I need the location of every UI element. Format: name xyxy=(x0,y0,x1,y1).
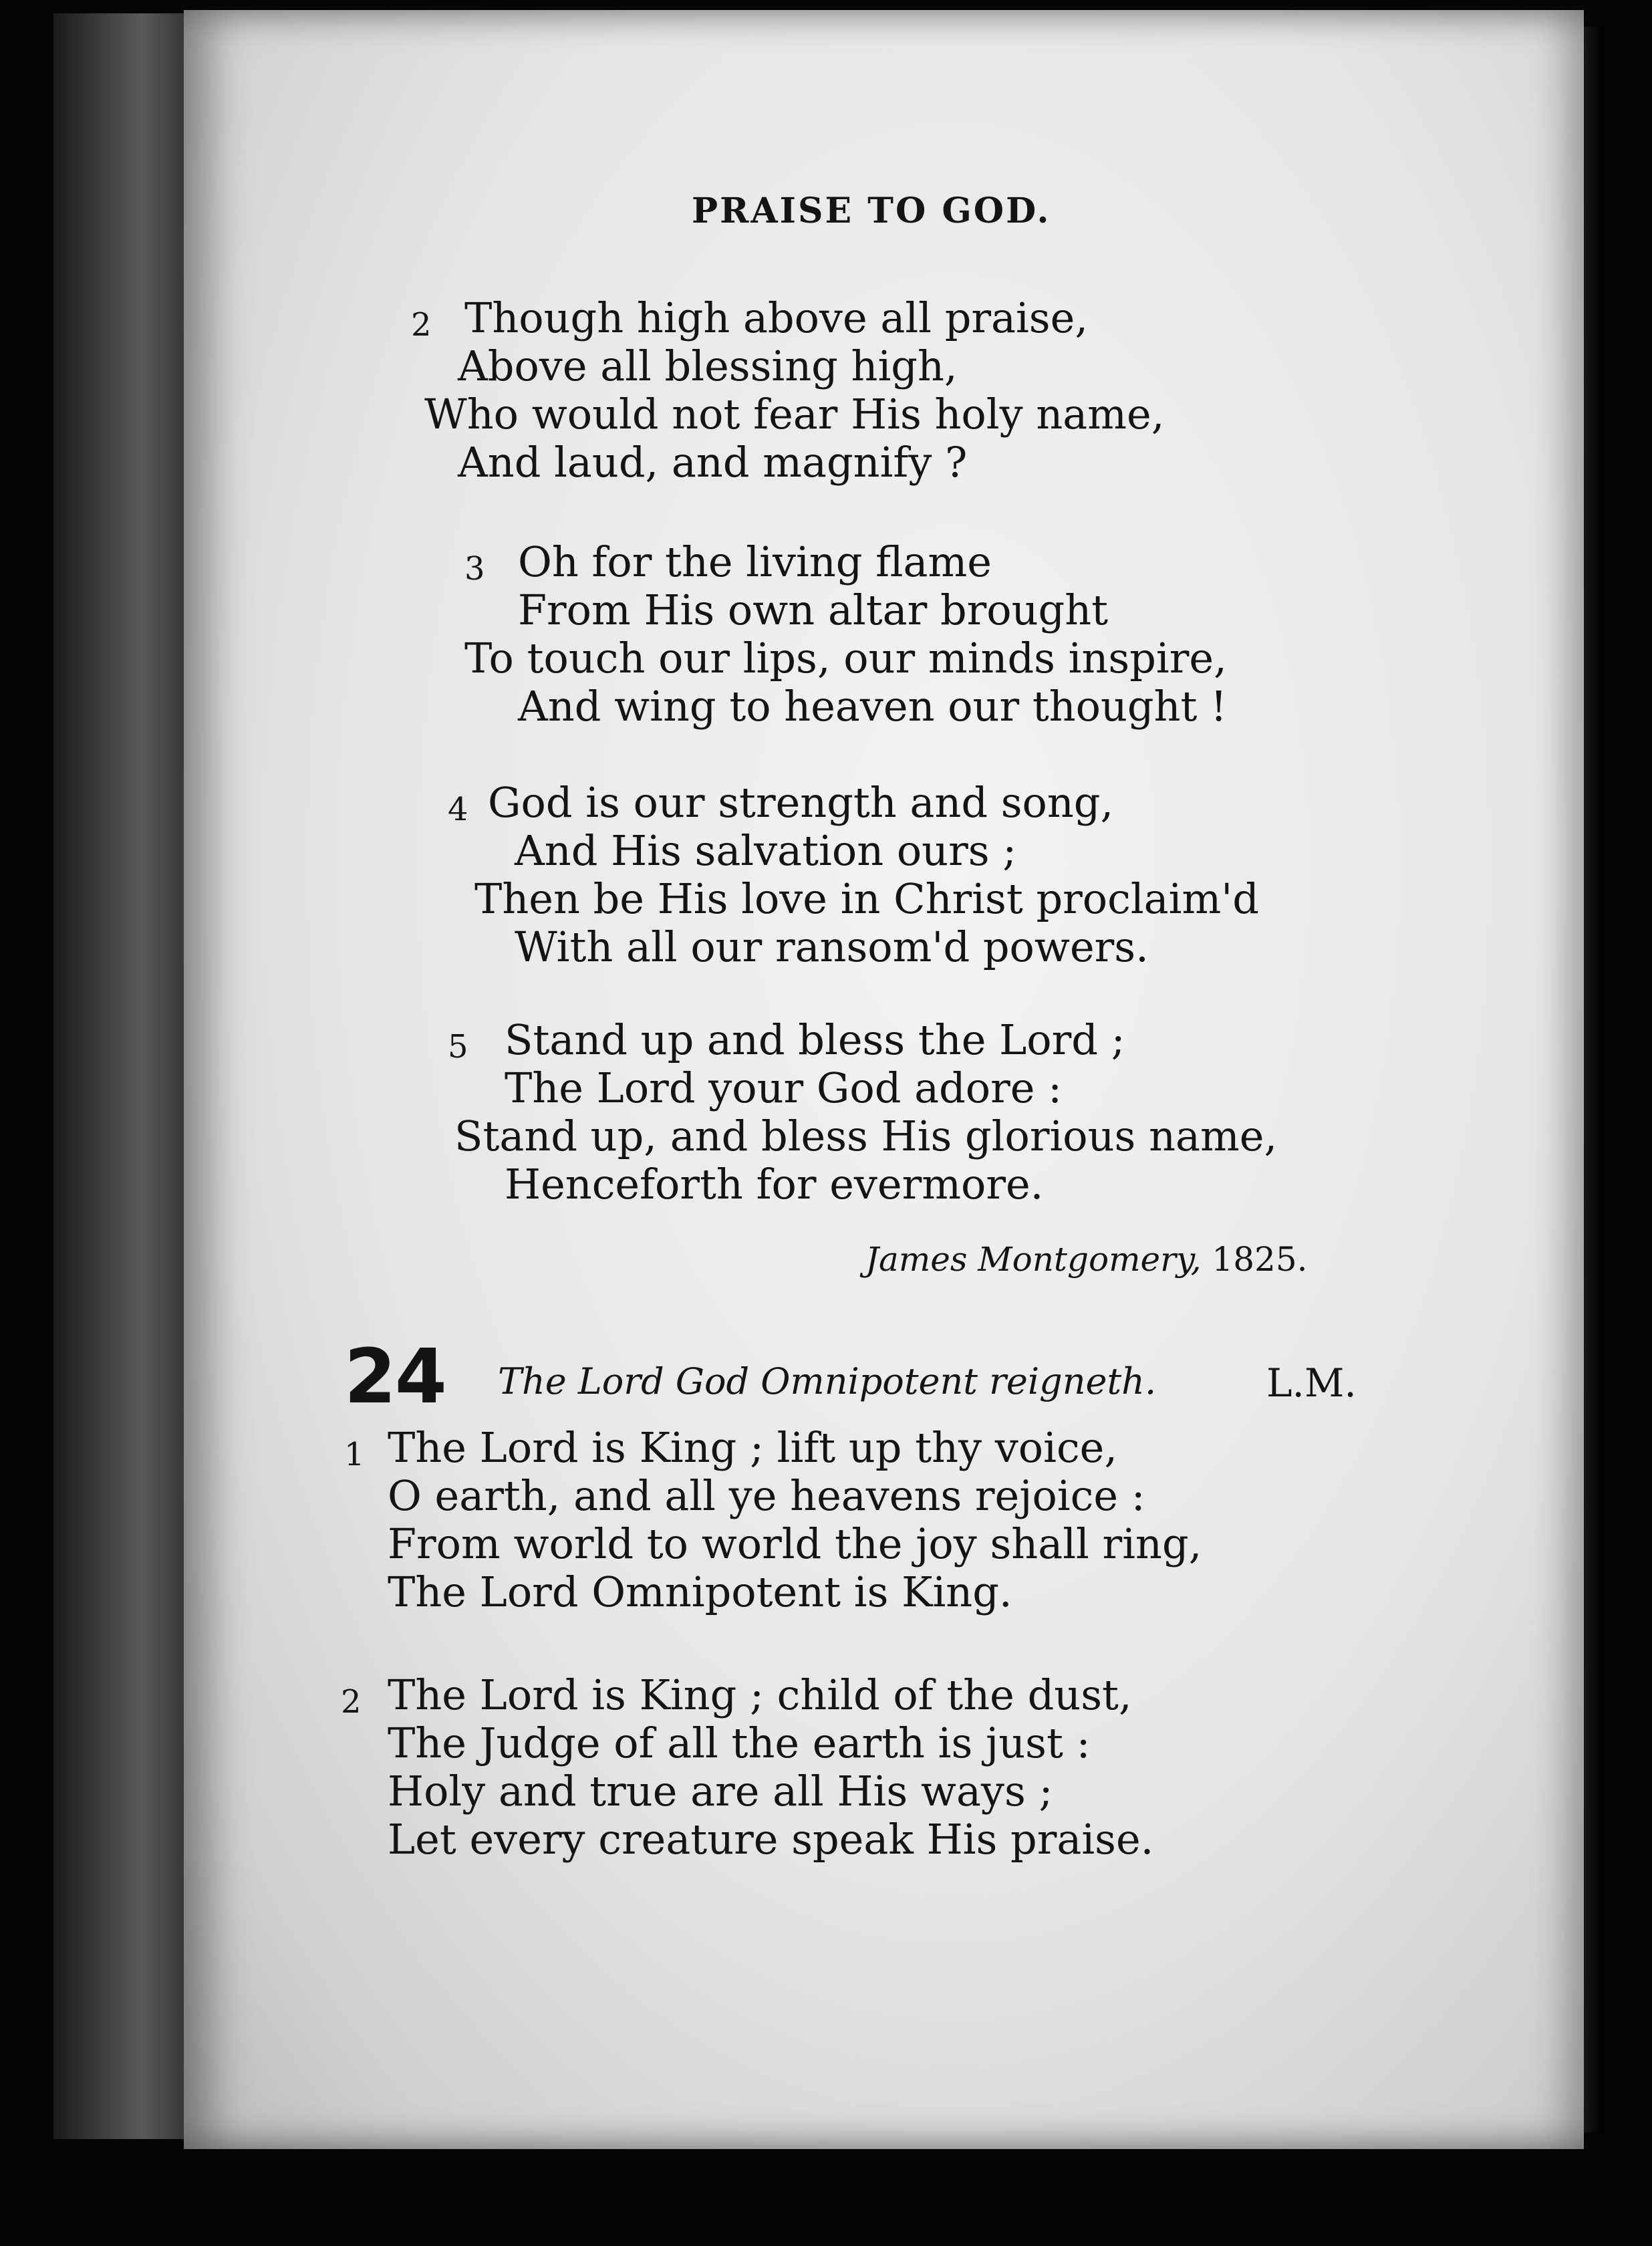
verse-line: From world to world the joy shall ring, xyxy=(388,1519,1202,1568)
verse-line: The Lord is King ; lift up thy voice, xyxy=(388,1423,1118,1472)
verse-line: The Lord Omnipotent is King. xyxy=(388,1568,1012,1616)
hymn-meter: L.M. xyxy=(1266,1360,1357,1406)
verse-line: The Lord is King ; child of the dust, xyxy=(388,1670,1132,1719)
verse-line: And His salvation ours ; xyxy=(515,826,1017,875)
attribution-year: 1825. xyxy=(1212,1240,1308,1279)
verse-line: Then be His love in Christ proclaim'd xyxy=(474,874,1259,923)
verse-3 xyxy=(464,537,1280,731)
verse-line: Who would not fear His holy name, xyxy=(424,390,1165,439)
verse-line: Henceforth for evermore. xyxy=(505,1160,1044,1209)
verse-line: The Lord your God adore : xyxy=(505,1064,1063,1112)
verse-number: 4 xyxy=(448,791,468,828)
verse-line: Oh for the living flame xyxy=(518,537,992,586)
verse-number: 5 xyxy=(448,1028,468,1066)
verse-line: Let every creature speak His praise. xyxy=(388,1815,1154,1864)
verse-line: Stand up, and bless His glorious name, xyxy=(454,1112,1278,1160)
verse-line: Holy and true are all His ways ; xyxy=(388,1767,1053,1816)
hymn-attribution xyxy=(865,1240,1308,1279)
hymn24-verse-2 xyxy=(341,1670,1154,1864)
verse-number: 3 xyxy=(464,550,485,588)
hymn-title: The Lord God Omnipotent reigneth. xyxy=(498,1360,1157,1402)
hymnal-page xyxy=(184,10,1584,2149)
verse-line: From His own altar brought xyxy=(518,586,1109,634)
verse-line: And laud, and magnify ? xyxy=(458,438,968,487)
verse-number: 2 xyxy=(341,1683,362,1721)
verse-line: Though high above all praise, xyxy=(464,293,1089,342)
author-name: James Montgomery, xyxy=(865,1240,1202,1279)
verse-line: With all our ransom'd powers. xyxy=(515,922,1149,971)
verse-line: Stand up and bless the Lord ; xyxy=(505,1015,1125,1064)
verse-2 xyxy=(411,293,1204,487)
book-spine-shadow xyxy=(53,13,200,2139)
verse-line: The Judge of all the earth is just : xyxy=(388,1719,1091,1767)
running-head: PRAISE TO GOD. xyxy=(692,191,1051,231)
verse-line: God is our strength and song, xyxy=(488,778,1114,827)
verse-number: 2 xyxy=(411,306,432,344)
verse-4 xyxy=(448,778,1272,971)
verse-number: 1 xyxy=(344,1436,365,1473)
verse-5 xyxy=(448,1015,1327,1209)
hymn-number: 24 xyxy=(344,1334,446,1420)
verse-line: And wing to heaven our thought ! xyxy=(518,682,1228,731)
verse-line: O earth, and all ye heavens rejoice : xyxy=(388,1471,1145,1520)
hymn24-verse-1 xyxy=(344,1423,1202,1616)
verse-line: To touch our lips, our minds inspire, xyxy=(464,634,1227,682)
verse-line: Above all blessing high, xyxy=(458,342,958,390)
page-text xyxy=(184,10,1584,2149)
